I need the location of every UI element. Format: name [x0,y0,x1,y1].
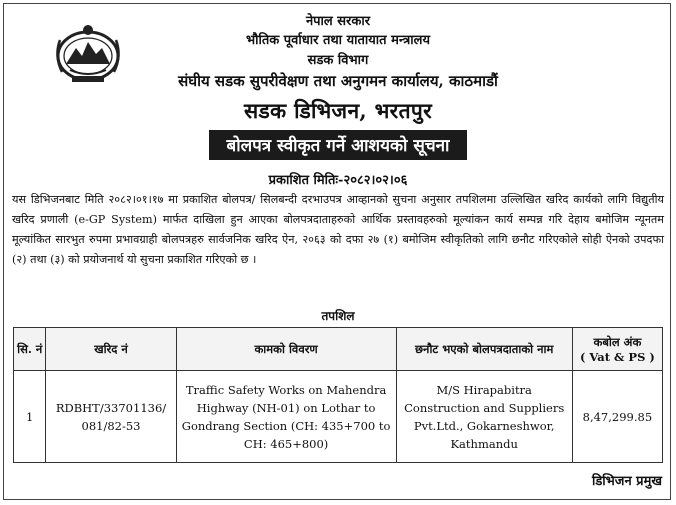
header-line-office: संघीय सडक सुपरीवेक्षण तथा अनुगमन कार्यालय, काठमाडौं [178,72,498,90]
col-header-work-description: कामको विवरण [176,328,396,371]
published-date: प्रकाशित मितिः-२०८२।०२।०६ [268,173,408,188]
header-line-division: सडक डिभिजन, भरतपुर [244,98,432,123]
header-line-government: नेपाल सरकार [305,14,371,29]
cell-sn: 1 [14,371,46,463]
cell-amount: 8,47,299.85 [572,371,662,463]
header-line-department: सडक विभाग [307,53,369,68]
col-header-bidder: छनौट भएको बोलपत्रदाताको नाम [396,328,572,371]
notice-title-banner: बोलपत्र स्वीकृत गर्ने आशयको सूचना [209,130,468,160]
col-header-sn: सि. नं [14,328,46,371]
cell-bidder: M/S Hirapabitra Construction and Suppliers Pvt.Ltd., Gokarneshwor, Kathmandu [396,371,572,463]
cell-work-description: Traffic Safety Works on Mahendra Highway (NH-01) on Lothar to Gondrang Section (CH: 435+700 to CH: 465+800) [176,371,396,463]
cell-procurement-no: RDBHT/33701136/ 081/82-53 [46,371,176,463]
header-line-ministry: भौतिक पूर्वाधार तथा यातायात मन्त्रालय [245,33,430,48]
col-header-amount [572,328,662,371]
notice-banner-wrap [0,130,676,160]
col-header-amount-line2: ( Vat & PS ) [579,349,655,364]
table-row [14,371,663,463]
notice-body-text: यस डिभिजनबाट मिति २०८२।०१।१७ मा प्रकाशित बोलपत्र/ सिलबन्दी दरभाउपत्र आव्हानको सुचना अनुसार तपशिलमा उल्लिखित खरिद कार्यको लागि विद्युतीय खरिद प्रणाली (e-GP System) मार्फत दाखिला हुन आएका बोलपत्रदाताहरुको आर्थिक प्रस्तावहरुको मूल्यांकन कार्य सम्पन्न गरि देहाय बमोजिम न्यूनतम मूल्यांकित सारभुत रुपमा प्रभावग्राही बोलपत्रहरु सार्वजनिक खरिद ऐन, २०६३ को दफा २७ (१) बमोजिम स्वीकृतिको लागि छनौट गरिएकोले सोही ऐनको उपदफा (२) तथा (३) को प्रयोजनार्थ यो सुचना प्रकाशित गरिएको छ । [12,193,664,266]
col-header-amount-line1: कबोल अंक [593,334,642,349]
col-header-procurement-no: खरिद नं [46,328,176,371]
table-header-row [14,328,663,371]
signoff-division-chief: डिभिजन प्रमुख [591,474,662,489]
selected-bidder-table [13,327,663,463]
schedule-heading: तपशिल [321,309,355,323]
